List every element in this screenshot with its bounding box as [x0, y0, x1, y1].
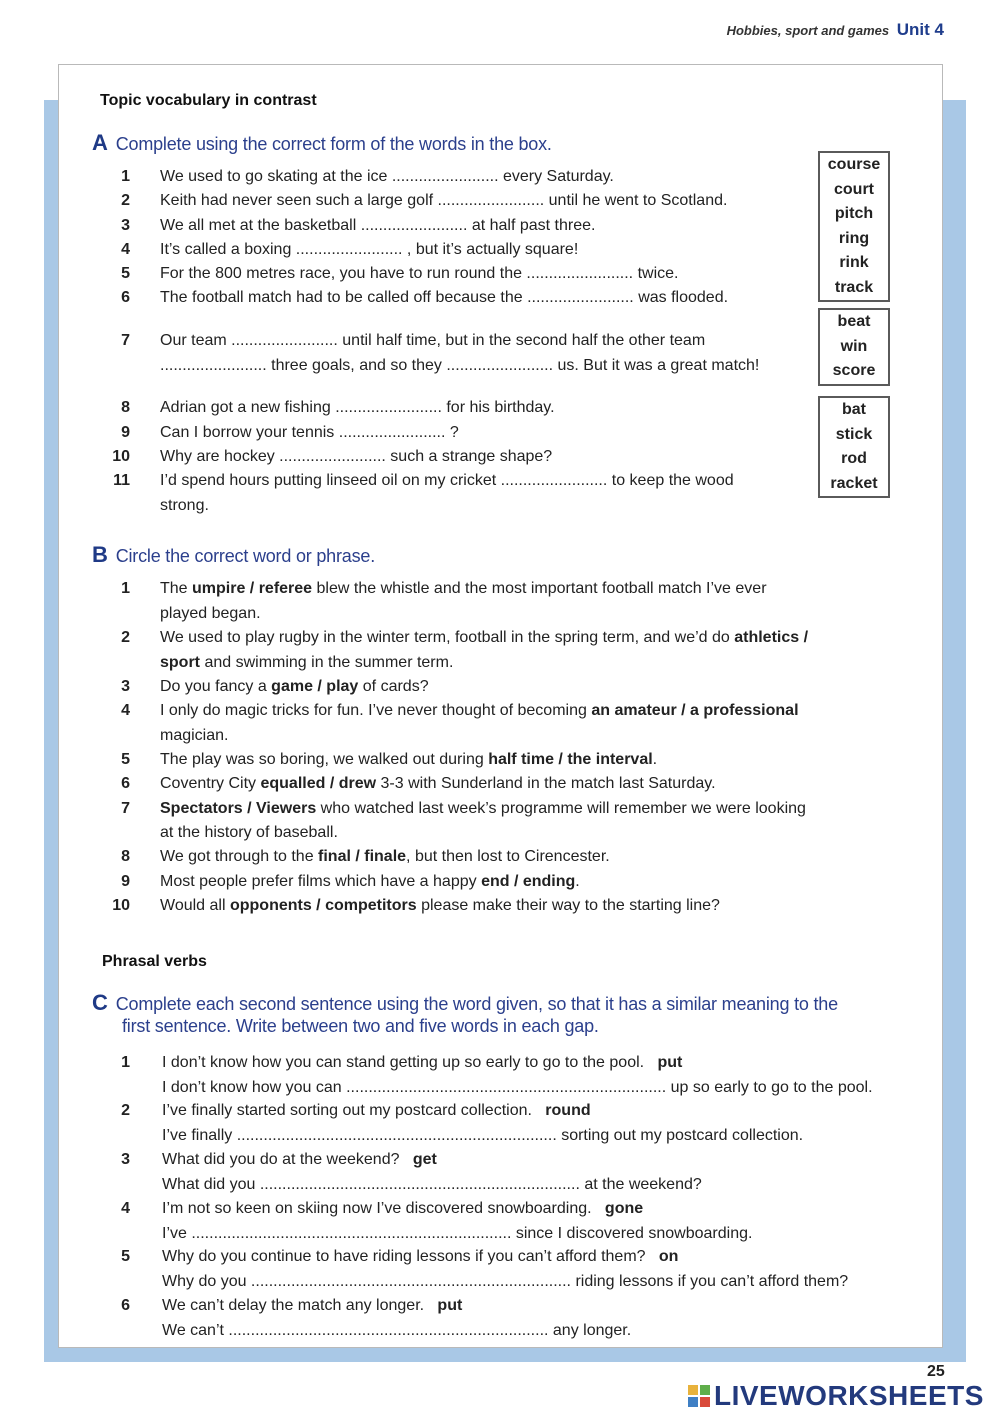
item-text-part: Coventry City [160, 775, 261, 792]
running-title: Hobbies, sport and games [726, 23, 890, 38]
word-box-item: course [827, 156, 881, 173]
word-box [818, 308, 890, 386]
second-sentence: What did you ........................................................................ at the weekend? [162, 1176, 702, 1193]
item-number: 7 [121, 332, 130, 349]
answer-options: end / ending [481, 873, 576, 890]
item-text-part: blew the whistle and the most important football match I’ve ever [312, 580, 767, 597]
item-text [160, 824, 338, 842]
first-sentence-text: I’ve finally started sorting out my postcard collection. [162, 1102, 532, 1119]
item-text-part: please make their way to the starting line? [416, 897, 720, 914]
item-number: 10 [112, 897, 130, 914]
item-text [160, 629, 808, 647]
item-text: It’s called a boxing ........................ , but it’s actually square! [160, 241, 579, 258]
item-text: strong. [160, 497, 209, 514]
section-c-letter: C [92, 990, 108, 1015]
word-box-item: win [840, 337, 868, 355]
answer-options: umpire / referee [192, 580, 313, 597]
page-number: 25 [927, 1363, 945, 1380]
topic-heading: Topic vocabulary in contrast [100, 92, 317, 109]
item-text [160, 848, 610, 866]
second-sentence: Why do you ........................................................................ riding lessons if you can’t afford them? [162, 1273, 849, 1290]
item-text-part: Most people prefer films which have a happy [160, 873, 482, 890]
item-number: 7 [121, 800, 130, 817]
word-box [818, 151, 890, 302]
item-text: The football match had to be called off because the ........................ was flooded. [160, 289, 729, 306]
item-text [160, 654, 453, 672]
item-number: 6 [121, 289, 130, 306]
item-text: Keith had never seen such a large golf ........................ until he went to Scotland. [160, 192, 728, 209]
item-number: 1 [121, 1054, 130, 1071]
item-text: Our team ........................ until half time, but in the second half the other team [160, 332, 706, 349]
section-b-title [92, 542, 375, 568]
item-number: 5 [121, 1248, 130, 1265]
item-text-part: and swimming in the summer term. [200, 654, 454, 671]
section-a-instruction: Complete using the correct form of the words in the box. [115, 134, 552, 154]
item-text [160, 897, 720, 915]
answer-options: half time / the interval [488, 751, 653, 768]
unit-label: Unit 4 [896, 20, 944, 39]
item-text-part: . [575, 873, 580, 890]
answer-options: final / finale [318, 848, 407, 865]
item-number: 2 [121, 192, 130, 209]
item-number: 4 [121, 702, 130, 719]
item-text-part: The play was so boring, we walked out during [160, 751, 489, 768]
item-text: I’d spend hours putting linseed oil on my cricket ........................ to keep the wood [160, 472, 734, 489]
item-text [160, 678, 429, 696]
second-sentence: I’ve finally ........................................................................ sorting out my postcard collection. [162, 1127, 804, 1144]
item-text [160, 800, 806, 818]
section-a-title [92, 130, 552, 156]
item-number: 9 [121, 424, 130, 441]
first-sentence-text: Why do you continue to have riding lessons if you can’t afford them? [162, 1248, 646, 1265]
item-text [160, 580, 767, 598]
item-text-part: magician. [160, 727, 229, 744]
item-number: 4 [121, 1200, 130, 1217]
first-sentence [162, 1054, 682, 1072]
section-c-instruction-line-1: Complete each second sentence using the word given, so that it has a similar meaning to the [115, 994, 838, 1014]
item-text [160, 873, 580, 891]
key-word: round [545, 1102, 591, 1119]
first-sentence-text: I’m not so keen on skiing now I’ve discovered snowboarding. [162, 1200, 592, 1217]
first-sentence-text: We can’t delay the match any longer. [162, 1297, 425, 1314]
second-sentence: I’ve ........................................................................ since I discovered snowboarding. [162, 1225, 753, 1242]
answer-options: sport [160, 654, 200, 671]
item-number: 1 [121, 580, 130, 597]
item-number: 9 [121, 873, 130, 890]
section-c-instruction-line-2: first sentence. Write between two and five words in each gap. [122, 1016, 599, 1036]
section-a-letter: A [92, 130, 108, 155]
first-sentence-text: What did you do at the weekend? [162, 1151, 400, 1168]
word-box-item: score [832, 362, 876, 379]
answer-options: opponents / competitors [229, 897, 417, 914]
logo-text: LIVEWORKSHEETS [714, 1380, 984, 1411]
logo-icon [688, 1385, 710, 1407]
word-box-item: ring [838, 229, 870, 247]
word-box-item: bat [842, 401, 866, 418]
item-text-part: 3-3 with Sunderland in the match last Saturday. [376, 775, 716, 792]
item-number: 11 [113, 472, 130, 489]
item-text: Adrian got a new fishing ........................ for his birthday. [160, 399, 555, 416]
item-number: 3 [121, 217, 130, 234]
word-box-item: track [834, 278, 874, 296]
word-box [818, 396, 890, 498]
item-number: 5 [121, 265, 130, 282]
word-box-item: beat [837, 313, 871, 330]
word-box-item: rod [841, 450, 867, 467]
item-text-part: , but then lost to Cirencester. [406, 848, 610, 865]
item-number: 2 [121, 1102, 130, 1119]
item-number: 10 [112, 448, 130, 465]
key-word: get [412, 1151, 437, 1168]
item-text: We all met at the basketball ........................ at half past three. [160, 217, 596, 234]
first-sentence [162, 1297, 462, 1315]
item-text: Why are hockey ........................ such a strange shape? [160, 448, 553, 465]
item-text: ........................ three goals, and so they ........................ us. But it was a great match! [160, 357, 760, 374]
item-number: 5 [121, 751, 130, 768]
key-word: put [657, 1054, 683, 1071]
word-box-item: pitch [834, 205, 874, 222]
first-sentence [162, 1151, 437, 1169]
answer-options: athletics / [734, 629, 809, 646]
item-number: 3 [121, 1151, 130, 1168]
answer-options: an amateur / a professional [591, 702, 799, 719]
first-sentence [162, 1200, 643, 1218]
answer-options: equalled / drew [260, 775, 377, 792]
item-number: 2 [121, 629, 130, 646]
item-text-part: The [160, 580, 193, 597]
item-number: 3 [121, 678, 130, 695]
item-text-part: . [652, 751, 658, 768]
item-text: We used to go skating at the ice ........................ every Saturday. [160, 168, 614, 185]
item-text [160, 702, 799, 720]
item-text [160, 751, 657, 769]
item-text: Can I borrow your tennis ........................ ? [160, 424, 459, 441]
second-sentence: We can’t ........................................................................ any longer. [162, 1322, 632, 1339]
item-text-part: We got through to the [160, 848, 319, 865]
item-text-part: at the history of baseball. [160, 824, 338, 841]
answer-options: Spectators / Viewers [160, 800, 317, 817]
liveworksheets-logo[interactable] [688, 1380, 984, 1412]
first-sentence [162, 1102, 591, 1120]
item-text-part: I only do magic tricks for fun. I’ve never thought of becoming [160, 702, 592, 719]
item-number: 8 [121, 848, 130, 865]
key-word: on [658, 1248, 679, 1265]
item-text [160, 775, 716, 793]
item-text-part: played began. [160, 605, 261, 622]
section-c-title [92, 990, 838, 1016]
section-b-letter: B [92, 542, 108, 567]
key-word: gone [604, 1200, 644, 1217]
word-box-item: stick [835, 425, 873, 443]
item-text-part: who watched last week’s programme will remember we were looking [316, 800, 806, 817]
first-sentence [162, 1248, 678, 1266]
first-sentence-text: I don’t know how you can stand getting up so early to go to the pool. [162, 1054, 645, 1071]
item-text-part: We used to play rugby in the winter term, football in the spring term, and we’d do [160, 629, 735, 646]
phrasal-verbs-heading: Phrasal verbs [102, 953, 207, 970]
item-text-part: Do you fancy a [160, 678, 272, 695]
item-text [160, 605, 261, 623]
word-box-item: rink [839, 254, 869, 271]
item-number: 4 [121, 241, 130, 258]
item-number: 6 [121, 1297, 130, 1314]
item-text [160, 727, 228, 745]
item-text-part: Would all [160, 897, 230, 914]
second-sentence: I don’t know how you can ........................................................................ up so early to go to the pool. [162, 1079, 873, 1096]
item-number: 6 [121, 775, 130, 792]
item-text-part: of cards? [358, 678, 429, 695]
answer-options: game / play [271, 678, 359, 695]
section-b-instruction: Circle the correct word or phrase. [115, 546, 376, 566]
item-text: For the 800 metres race, you have to run round the ........................ twice. [160, 265, 679, 282]
item-number: 8 [121, 399, 130, 416]
word-box-item: racket [830, 474, 878, 492]
item-number: 1 [121, 168, 130, 185]
word-box-item: court [834, 180, 874, 198]
key-word: put [437, 1297, 463, 1314]
